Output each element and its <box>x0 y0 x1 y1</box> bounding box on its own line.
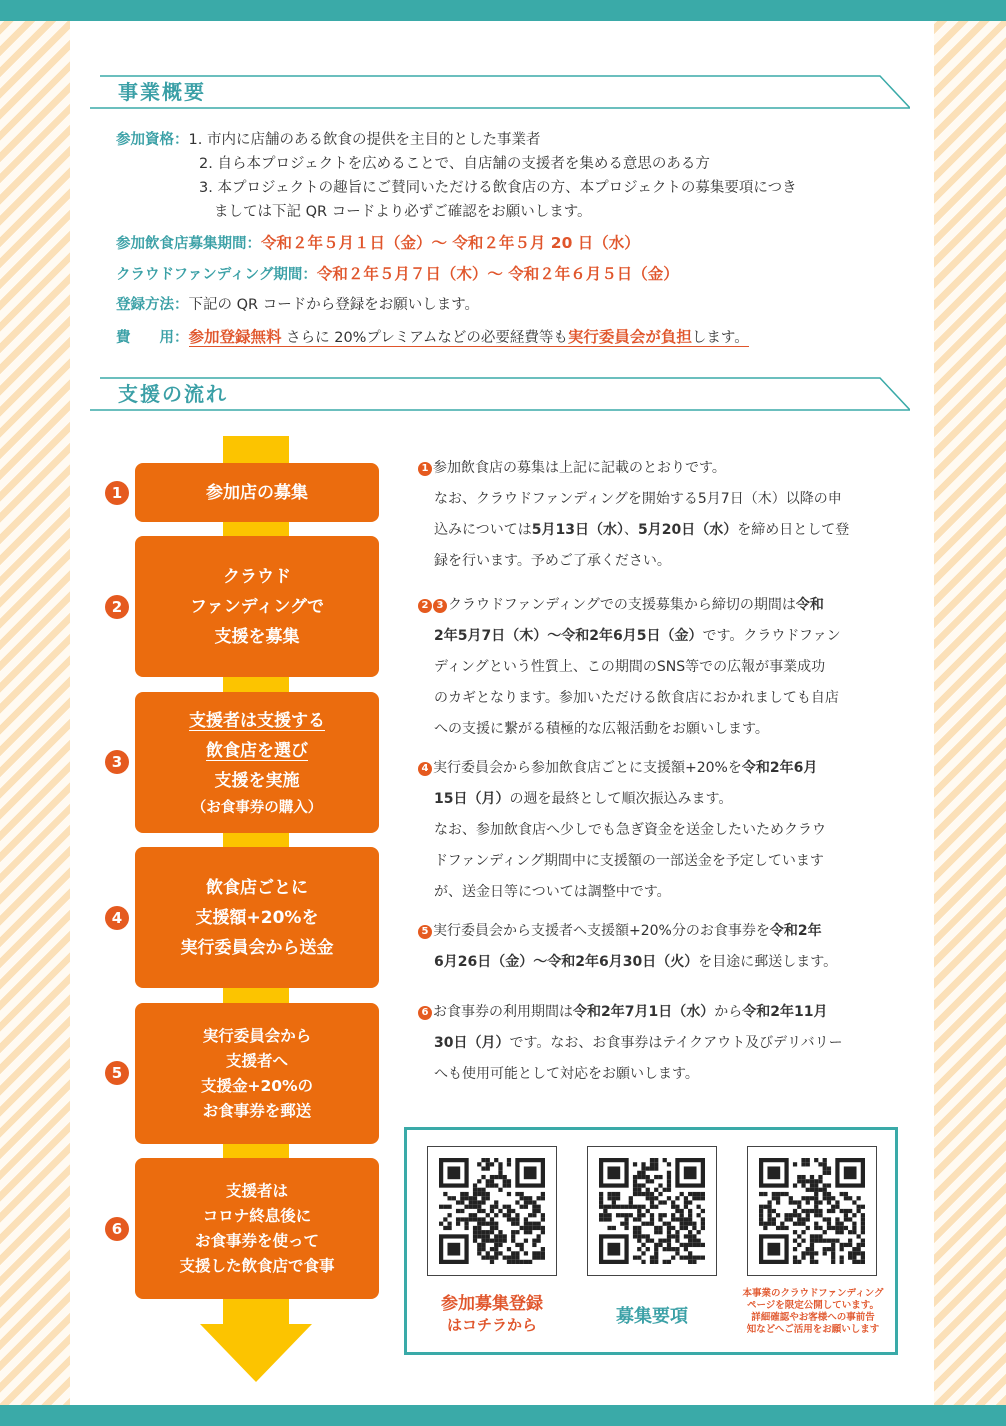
step-5-line-2: 支援者へ <box>225 1051 288 1070</box>
cost-burden: 実行委員会が負担 <box>567 328 692 346</box>
desc-2-line-2: 2年5月7日（木）～令和2年6月5日（金）です。クラウドファン <box>434 628 841 644</box>
eligibility-item-2: 2. 自ら本プロジェクトを広めることで、自店舗の支援者を集める意思のある方 <box>199 156 710 172</box>
step-5-line-1: 実行委員会から <box>202 1026 312 1045</box>
marker-5: 5 <box>418 925 432 939</box>
desc-2-line-1: 2 3 クラウドファンディングでの支援募集から締切の期間は令和 <box>418 590 878 621</box>
qr-panel <box>404 1127 898 1355</box>
qr-caption-register-2: はコチラから <box>446 1316 537 1334</box>
qr-caption-register <box>415 1293 569 1335</box>
qr-caption-register-1: 参加募集登録 <box>441 1294 543 1314</box>
step-6-line-1: 支援者は <box>225 1181 288 1200</box>
step-number-2: 2 <box>105 595 129 619</box>
cost-end: します。 <box>691 330 749 346</box>
description-2-3 <box>418 590 878 745</box>
desc-5-line-1: 5 実行委員会から支援者へ支援額+20%分のお食事券を令和2年 <box>418 916 878 947</box>
desc-1-line-3: 込みについては5月13日（水）、5月20日（水）を締め日として登 <box>434 522 850 538</box>
description-1 <box>418 453 878 577</box>
desc-2-line-3: ディングという性質上、この期間のSNS等での広報が事業成功 <box>434 659 826 675</box>
qr-caption-crowdfunding <box>729 1288 897 1336</box>
description-4 <box>418 753 878 908</box>
cf-period-value: 令和２年５月７日（木）～ 令和２年６月５日（金） <box>316 265 679 283</box>
cost-free: 参加登録無料 <box>188 328 282 346</box>
overview-heading <box>90 74 910 108</box>
desc-6-line-1: 6 お食事券の利用期間は令和2年7月1日（水）から令和2年11月 <box>418 997 878 1028</box>
desc-1-line-1: 参加飲食店の募集は上記に記載のとおりです。 <box>433 460 726 476</box>
heading-frame-icon <box>90 74 910 110</box>
step-4-line-1: 飲食店ごとに <box>206 877 308 898</box>
step-5-line-3: 支援金+20%の <box>200 1076 314 1095</box>
desc-4-line-3: なお、参加飲食店へ少しでも急ぎ資金を送金したいためクラウ <box>434 822 826 838</box>
step-4-line-2: 支援額+20%を <box>195 907 319 928</box>
step-number-3: 3 <box>105 750 129 774</box>
step-4-box <box>135 847 379 988</box>
desc-1-line-4: 録を行います。予めご了承ください。 <box>434 553 671 569</box>
qr-code-guidelines[interactable] <box>587 1146 717 1276</box>
eligibility-label: 参加資格： <box>116 132 189 148</box>
qr-code-icon <box>599 1158 705 1264</box>
step-3-box <box>135 692 379 833</box>
eligibility-item-3-cont: ましては下記 QR コードより必ずご確認をお願いします。 <box>214 204 592 220</box>
recruit-period-row <box>116 232 640 256</box>
step-1-box <box>135 463 379 522</box>
flow-title: 支援の流れ <box>118 382 228 406</box>
step-2-line-2: ファンディングで <box>190 596 324 617</box>
cf-period-label: クラウドファンディング期間： <box>116 267 317 283</box>
eligibility-row-1 <box>116 129 540 152</box>
step-3-line-3: 支援を実施 <box>214 770 300 791</box>
description-6 <box>418 997 878 1090</box>
flow-arrow-head-icon <box>200 1324 312 1382</box>
marker-3: 3 <box>433 599 447 613</box>
overview-title: 事業概要 <box>118 80 206 104</box>
step-5-box <box>135 1003 379 1144</box>
desc-4-line-4: ドファンディング期間中に支援額の一部送金を予定しています <box>434 853 824 869</box>
cost-mid: さらに 20%プレミアムなどの必要経費等も <box>281 330 568 346</box>
qr-code-icon <box>439 1158 545 1264</box>
qr-code-crowdfunding[interactable] <box>747 1146 877 1276</box>
eligibility-item-3: 3. 本プロジェクトの趣旨にご賛同いただける飲食店の方、本プロジェクトの募集要項につき <box>199 180 797 196</box>
step-number-1: 1 <box>105 481 129 505</box>
qr-caption-cf-4: 知などへご活用をお願いします <box>746 1324 880 1335</box>
recruit-period-value: 令和２年５月１日（金）～ 令和２年５月 20 日（水） <box>261 234 640 252</box>
step-6-line-4: 支援した飲食店で食事 <box>179 1256 335 1275</box>
qr-caption-cf-3: 詳細確認やお客様への事前告 <box>751 1312 875 1323</box>
step-2-line-1: クラウド <box>223 566 291 587</box>
step-3-line-4: （お食事券の購入） <box>191 799 323 816</box>
qr-caption-cf-2: ページを限定公開しています。 <box>746 1300 880 1311</box>
marker-4: 4 <box>418 762 432 776</box>
recruit-period-label: 参加飲食店募集期間： <box>116 236 261 252</box>
description-5 <box>418 916 878 978</box>
desc-2-line-5: への支援に繋がる積極的な広報活動をお願いします。 <box>434 721 769 737</box>
eligibility-item-1: 1. 市内に店舗のある飲食の提供を主目的とした事業者 <box>188 132 541 148</box>
step-1-text: 参加店の募集 <box>206 482 308 503</box>
desc-2-line-4: のカギとなります。参加いただける飲食店におかれましても自店 <box>434 690 839 706</box>
step-3-line-2: 飲食店を選び <box>206 740 308 761</box>
register-label: 登録方法： <box>116 297 189 313</box>
marker-1: 1 <box>418 462 432 476</box>
desc-5-line-2: 6月26日（金）～令和2年6月30日（火）を目途に郵送します。 <box>434 954 838 970</box>
step-3-line-1: 支援者は支援する <box>189 710 325 731</box>
top-bar <box>0 0 1006 21</box>
step-2-line-3: 支援を募集 <box>214 626 300 647</box>
qr-caption-guidelines: 募集要項 <box>616 1306 688 1327</box>
cost-label: 費 用： <box>116 330 189 346</box>
marker-6: 6 <box>418 1006 432 1020</box>
desc-6-line-2: 30日（月）です。なお、お食事券はテイクアウト及びデリバリー <box>434 1035 843 1051</box>
register-value: 下記の QR コードから登録をお願いします。 <box>188 297 480 313</box>
step-4-line-3: 実行委員会から送金 <box>180 937 334 958</box>
bottom-bar <box>0 1405 1006 1426</box>
qr-code-register[interactable] <box>427 1146 557 1276</box>
step-number-4: 4 <box>105 906 129 930</box>
step-2-box <box>135 536 379 677</box>
desc-6-line-3: へも使用可能として対応をお願いします。 <box>434 1066 699 1082</box>
cost-row <box>116 326 749 350</box>
flow-heading <box>90 376 910 410</box>
step-5-line-4: お食事券を郵送 <box>202 1101 312 1120</box>
step-6-line-2: コロナ終息後に <box>202 1206 312 1225</box>
desc-1-line-2: なお、クラウドファンディングを開始する5月7日（木）以降の申 <box>434 491 842 507</box>
step-6-line-3: お食事券を使って <box>194 1231 319 1250</box>
qr-caption-cf-1: 本事業のクラウドファンディング <box>742 1288 884 1299</box>
qr-code-icon <box>759 1158 865 1264</box>
desc-4-line-2: 15日（月）の週を最終として順次振込みます。 <box>434 791 733 807</box>
desc-4-line-1: 4 実行委員会から参加飲食店ごとに支援額+20%を令和2年6月 <box>418 753 878 784</box>
marker-2: 2 <box>418 599 432 613</box>
step-6-box <box>135 1158 379 1299</box>
cf-period-row <box>116 263 679 287</box>
register-row <box>116 294 479 317</box>
step-number-5: 5 <box>105 1061 129 1085</box>
step-number-6: 6 <box>105 1217 129 1241</box>
desc-4-line-5: が、送金日等については調整中です。 <box>434 884 671 900</box>
